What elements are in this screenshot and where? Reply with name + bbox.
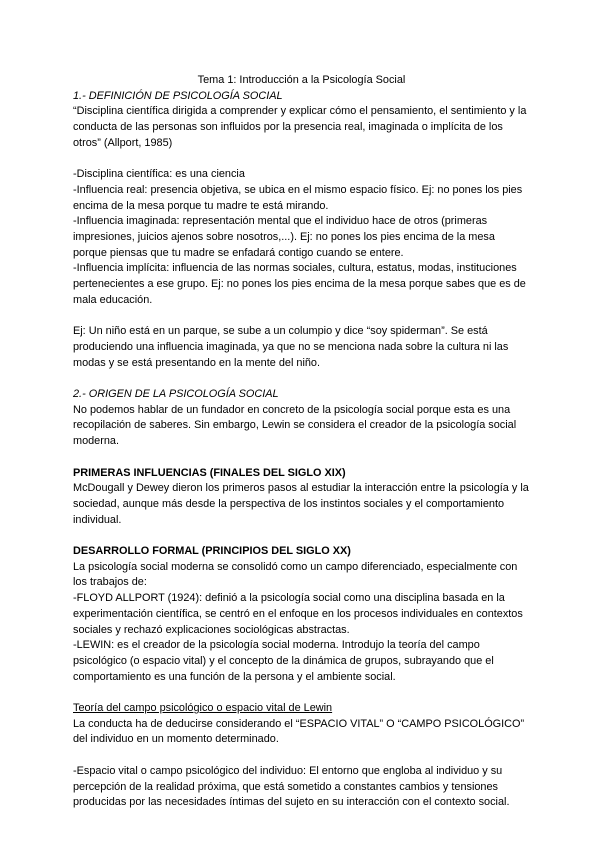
definition-item: -Influencia real: presencia objetiva, se ubica en el mismo espacio físico. Ej: no pones los pies encima de la mesa porque tu madre te está mirando. [73,183,523,212]
section-heading-origin: 2.- ORIGEN DE LA PSICOLOGÍA SOCIAL [73,388,279,401]
section-heading-definition: 1.- DEFINICIÓN DE PSICOLOGÍA SOCIAL [73,89,283,102]
definition-item: -Influencia imaginada: representación mental que el individuo hace de otros (primeras impresiones, juicios ajenos sobre nosotros,...). Ej: no pones los pies encima de la mesa porque piensas que tu madre se enfadará contigo cuando se entere. [73,215,495,259]
theory-paragraph: La conducta ha de deducirse considerando el “ESPACIO VITAL” O “CAMPO PSICOLÓGICO” del individuo en un momento determinado. [73,717,525,746]
origin-paragraph: No podemos hablar de un fundador en concreto de la psicología social porque esta es una recopilación de saberes. Sin embargo, Lewin se considera el creador de la psicología social moderna. [73,403,517,448]
subheading-formal-development: DESARROLLO FORMAL (PRINCIPIOS DEL SIGLO XX) [73,545,351,558]
definition-item: -Influencia implícita: influencia de las normas sociales, cultura, estatus, modas, instituciones pertenecientes a ese grupo. Ej: no pones los pies encima de la mesa porque sabes que es de mala educación. [73,262,526,306]
lewin-paragraph: -LEWIN: es el creador de la psicología social moderna. Introdujo la teoría del campo psicológico (o espacio vital) y el concepto de la dinámica de grupos, subrayando que el comportamiento es una función de la persona y el ambiente social. [73,639,494,683]
definition-item: -Disciplina científica: es una ciencia [73,168,245,181]
allport-paragraph: -FLOYD ALLPORT (1924): definió a la psicología social como una disciplina basada en la experimentación científica, se centró en el enfoque en los procesos individuales en contextos sociales y rechazó explicaciones sociológicas abstractas. [73,592,523,636]
theory-heading: Teoría del campo psicológico o espacio vital de Lewin [73,702,333,715]
example-paragraph: Ej: Un niño está en un parque, se sube a un columpio y dice “soy spiderman”. Se está produciendo una influencia imaginada, ya que no se menciona nada sobre la cultura ni las modas y se está presentando en la mente del niño. [73,325,509,369]
document-title: Tema 1: Introducción a la Psicología Social [197,74,406,86]
influences-paragraph: McDougall y Dewey dieron los primeros pasos al estudiar la interacción entre la psicología y la sociedad, aunque más desde la perspectiva de los instintos sociales y el comportamiento individual. [73,482,529,526]
life-space-definition: -Espacio vital o campo psicológico del individuo: El entorno que engloba al individuo y su percepción de la realidad próxima, que está sometido a constantes cambios y tensiones producidas por las necesidades íntimas del sujeto en su interacción con el contexto social. [73,764,510,809]
formal-intro: La psicología social moderna se consolidó como un campo diferenciado, especialmente con los trabajos de: [73,560,518,589]
definition-quote: “Disciplina científica dirigida a comprender y explicar cómo el pensamiento, el sentimiento y la conducta de las personas son influidos por la presencia real, imaginada o implícita de los otros” (Allport, 1985) [73,105,527,149]
subheading-first-influences: PRIMERAS INFLUENCIAS (FINALES DEL SIGLO XIX) [73,466,346,479]
